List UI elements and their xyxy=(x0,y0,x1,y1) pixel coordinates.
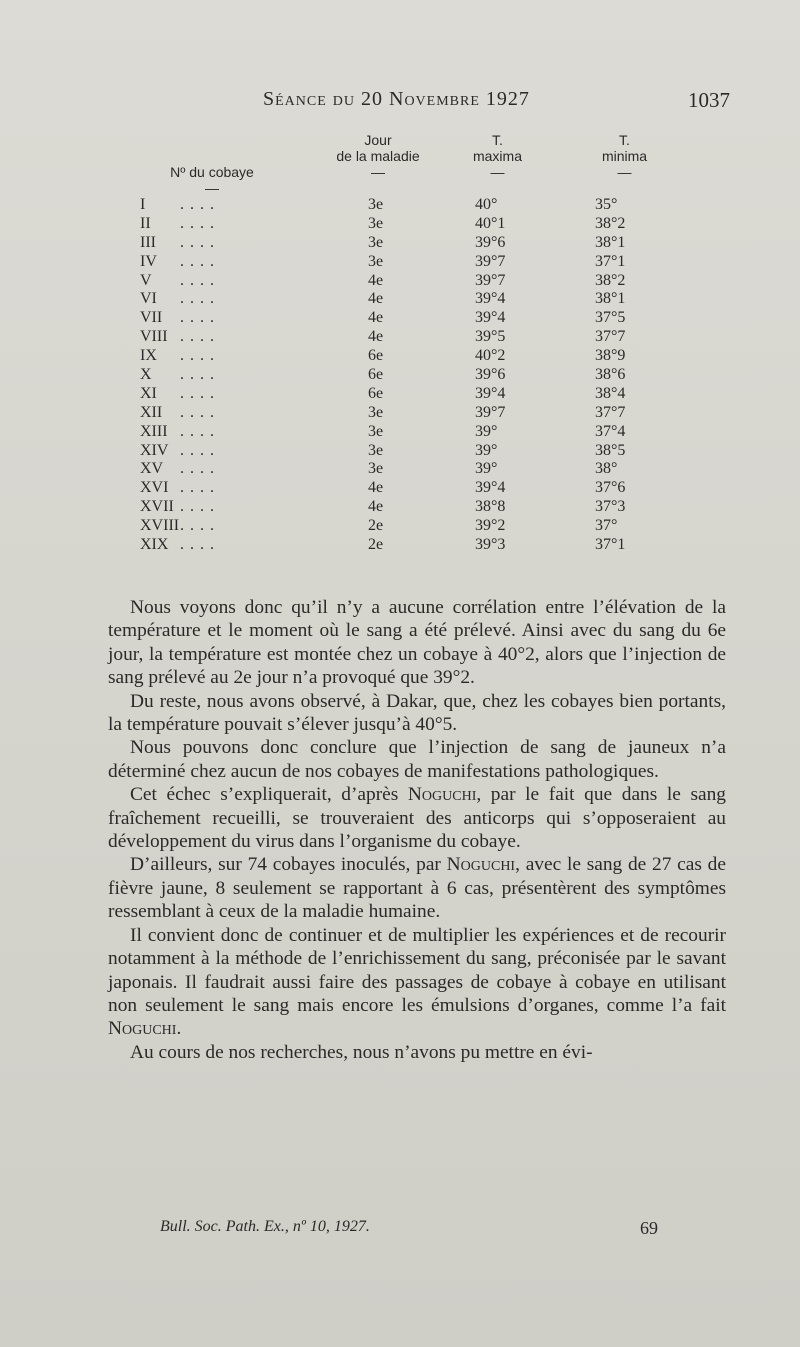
max-temperature: 39°2 xyxy=(475,517,506,535)
day-of-illness: 6e xyxy=(368,347,384,365)
day-of-illness: 4e xyxy=(368,271,384,289)
day-of-illness: 3e xyxy=(368,441,384,459)
leader-dots: .... xyxy=(180,290,220,308)
cobaye-number: XVIII xyxy=(140,517,180,535)
leader-dots: .... xyxy=(180,309,220,327)
col-head-day xyxy=(318,132,438,180)
max-temperature: 39° xyxy=(475,441,498,459)
max-temperature: 40°2 xyxy=(475,347,506,365)
author-name: Noguchi xyxy=(108,1018,177,1040)
leader-dots: .... xyxy=(180,196,220,213)
max-temperature: 38°8 xyxy=(475,498,506,516)
table-row xyxy=(140,536,700,555)
min-temperature: 37°1 xyxy=(595,252,626,270)
col-head-id-label: Nº du cobaye xyxy=(170,164,254,180)
min-temperature: 37°1 xyxy=(595,536,626,554)
table-row xyxy=(140,498,700,517)
day-of-illness: 2e xyxy=(368,536,384,554)
cobaye-number: VII xyxy=(140,309,163,327)
table-row xyxy=(140,385,700,404)
col-head-max-line1: T. xyxy=(492,132,503,148)
cobaye-number: IV xyxy=(140,252,157,270)
min-temperature: 38°5 xyxy=(595,441,626,459)
table-row xyxy=(140,290,700,309)
author-name: Noguchi xyxy=(407,784,477,806)
paragraph: Du reste, nous avons observé, à Dakar, que, chez les cobayes bien portants, la température pouvait s’élever jusqu’à 40°5. xyxy=(108,690,726,736)
day-of-illness: 2e xyxy=(368,517,384,535)
max-temperature: 39°5 xyxy=(475,328,506,346)
table-row xyxy=(140,253,700,272)
max-temperature: 39°6 xyxy=(475,366,506,384)
min-temperature: 37°7 xyxy=(595,328,626,346)
max-temperature: 39°3 xyxy=(475,536,506,554)
col-head-max xyxy=(455,132,540,180)
table-row xyxy=(140,423,700,442)
min-temperature: 37°7 xyxy=(595,403,626,421)
table-row xyxy=(140,460,700,479)
col-head-day-line1: Jour xyxy=(364,132,392,148)
max-temperature: 39°6 xyxy=(475,233,506,251)
min-temperature: 38°1 xyxy=(595,233,626,251)
max-temperature: 39°7 xyxy=(475,271,506,289)
max-temperature: 40° xyxy=(475,196,498,213)
page-number: 1037 xyxy=(688,88,730,112)
day-of-illness: 3e xyxy=(368,422,384,440)
min-temperature: 38°2 xyxy=(595,271,626,289)
col-head-day-line2: de la maladie xyxy=(336,148,420,164)
table-row xyxy=(140,234,700,253)
leader-dots: .... xyxy=(180,422,220,440)
leader-dots: .... xyxy=(180,347,220,365)
table-row xyxy=(140,309,700,328)
leader-dots: .... xyxy=(180,214,220,232)
journal-reference: Bull. Soc. Path. Ex., nº 10, 1927. xyxy=(160,1218,370,1235)
cobaye-number: I xyxy=(140,196,146,213)
cobaye-number: XI xyxy=(140,384,157,402)
min-temperature: 37° xyxy=(595,517,618,535)
table-row xyxy=(140,215,700,234)
cobaye-number: XVI xyxy=(140,479,169,497)
table-row xyxy=(140,404,700,423)
leader-dots: .... xyxy=(180,403,220,421)
leader-dots: .... xyxy=(180,233,220,251)
leader-dots: .... xyxy=(180,441,220,459)
table-row xyxy=(140,366,700,385)
leader-dots: .... xyxy=(180,517,220,535)
cobaye-number: XIV xyxy=(140,441,169,459)
paragraph: Cet échec s’expliquerait, d’après Noguchi, par le fait que dans le sang fraîchement recueilli, se trouveraient des anticorps qui s’opposeraient au développement du virus dans l’organisme du cobaye. xyxy=(108,784,726,853)
table-row xyxy=(140,347,700,366)
max-temperature: 39°4 xyxy=(475,309,506,327)
leader-dots: .... xyxy=(180,384,220,402)
min-temperature: 38°1 xyxy=(595,290,626,308)
leader-dots: .... xyxy=(180,479,220,497)
running-title: Séance du 20 Novembre 1927 xyxy=(263,88,530,110)
col-head-max-line2: maxima xyxy=(472,148,522,164)
min-temperature: 37°5 xyxy=(595,309,626,327)
cobaye-number: III xyxy=(140,233,156,251)
day-of-illness: 3e xyxy=(368,214,384,232)
leader-dots: .... xyxy=(180,252,220,270)
running-head xyxy=(108,88,730,118)
min-temperature: 38°4 xyxy=(595,384,626,402)
table-row xyxy=(140,479,700,498)
min-temperature: 37°4 xyxy=(595,422,626,440)
paragraph: D’ailleurs, sur 74 cobayes inoculés, par Noguchi, avec le sang de 27 cas de fièvre jaune, 8 seulement se rapportant à 6 cas, présentèrent des symptômes ressemblant à ceux de la maladie humaine. xyxy=(108,854,726,923)
leader-dots: .... xyxy=(180,271,220,289)
col-head-dash: — xyxy=(490,164,505,180)
cobaye-number: XV xyxy=(140,460,164,478)
day-of-illness: 6e xyxy=(368,384,384,402)
day-of-illness: 4e xyxy=(368,498,384,516)
cobaye-number: X xyxy=(140,366,152,384)
table-row xyxy=(140,517,700,536)
day-of-illness: 3e xyxy=(368,233,384,251)
min-temperature: 35° xyxy=(595,196,618,213)
max-temperature: 40°1 xyxy=(475,214,506,232)
day-of-illness: 3e xyxy=(368,196,384,213)
day-of-illness: 3e xyxy=(368,460,384,478)
col-head-dash: — xyxy=(371,164,385,180)
leader-dots: .... xyxy=(180,536,220,554)
max-temperature: 39° xyxy=(475,460,498,478)
cobaye-number: II xyxy=(140,214,151,232)
table-row xyxy=(140,196,700,215)
body-text xyxy=(108,596,726,1064)
day-of-illness: 4e xyxy=(368,328,384,346)
table-row xyxy=(140,328,700,347)
signature-mark: 69 xyxy=(640,1218,658,1238)
day-of-illness: 6e xyxy=(368,366,384,384)
leader-dots: .... xyxy=(180,366,220,384)
col-head-id xyxy=(142,148,282,196)
leader-dots: .... xyxy=(180,498,220,516)
cobaye-number: VIII xyxy=(140,328,168,346)
paragraph: Au cours de nos recherches, nous n’avons pu mettre en évi- xyxy=(130,1041,593,1063)
max-temperature: 39°4 xyxy=(475,479,506,497)
author-name: Noguchi xyxy=(446,854,516,876)
max-temperature: 39°4 xyxy=(475,384,506,402)
cobaye-number: V xyxy=(140,271,152,289)
temperature-table xyxy=(140,196,700,555)
paragraph: Nous pouvons donc conclure que l’injection de sang de jauneux n’a déterminé chez aucun de nos cobayes de manifestations pathologiques. xyxy=(108,737,726,782)
min-temperature: 37°6 xyxy=(595,479,626,497)
max-temperature: 39°7 xyxy=(475,403,506,421)
day-of-illness: 4e xyxy=(368,479,384,497)
day-of-illness: 3e xyxy=(368,403,384,421)
cobaye-number: XII xyxy=(140,403,163,421)
min-temperature: 38°6 xyxy=(595,366,626,384)
col-head-min xyxy=(582,132,667,180)
leader-dots: .... xyxy=(180,328,220,346)
cobaye-number: VI xyxy=(140,290,157,308)
max-temperature: 39° xyxy=(475,422,498,440)
cobaye-number: IX xyxy=(140,347,157,365)
col-head-dash: — xyxy=(205,180,219,196)
day-of-illness: 3e xyxy=(368,252,384,270)
min-temperature: 38° xyxy=(595,460,618,478)
leader-dots: .... xyxy=(180,460,220,478)
cobaye-number: XIII xyxy=(140,422,168,440)
min-temperature: 38°2 xyxy=(595,214,626,232)
day-of-illness: 4e xyxy=(368,290,384,308)
paragraph: Il convient donc de continuer et de multiplier les expériences et de recourir notamment à la méthode de l’enrichissement du sang, préconisée par le savant japonais. Il faudrait aussi faire des passages de cobaye à cobaye en utilisant non seulement le sang mais encore les émulsions d’organes, comme l’a fait Noguchi. xyxy=(108,924,726,1040)
paragraph: Nous voyons donc qu’il n’y a aucune corrélation entre l’élévation de la température et le moment où le sang a été prélevé. Ainsi avec du sang du 6e jour, la température est montée chez un cobaye à 40°2, alors que l’injection de sang prélevé au 2e jour n’a provoqué que 39°2. xyxy=(108,597,726,689)
max-temperature: 39°7 xyxy=(475,252,506,270)
table-row xyxy=(140,442,700,461)
cobaye-number: XVII xyxy=(140,498,174,516)
max-temperature: 39°4 xyxy=(475,290,506,308)
table-row xyxy=(140,272,700,291)
min-temperature: 37°3 xyxy=(595,498,626,516)
min-temperature: 38°9 xyxy=(595,347,626,365)
col-head-min-line2: minima xyxy=(601,148,648,164)
day-of-illness: 4e xyxy=(368,309,384,327)
col-head-dash: — xyxy=(617,164,632,180)
col-head-min-line1: T. xyxy=(619,132,630,148)
cobaye-number: XIX xyxy=(140,536,169,554)
